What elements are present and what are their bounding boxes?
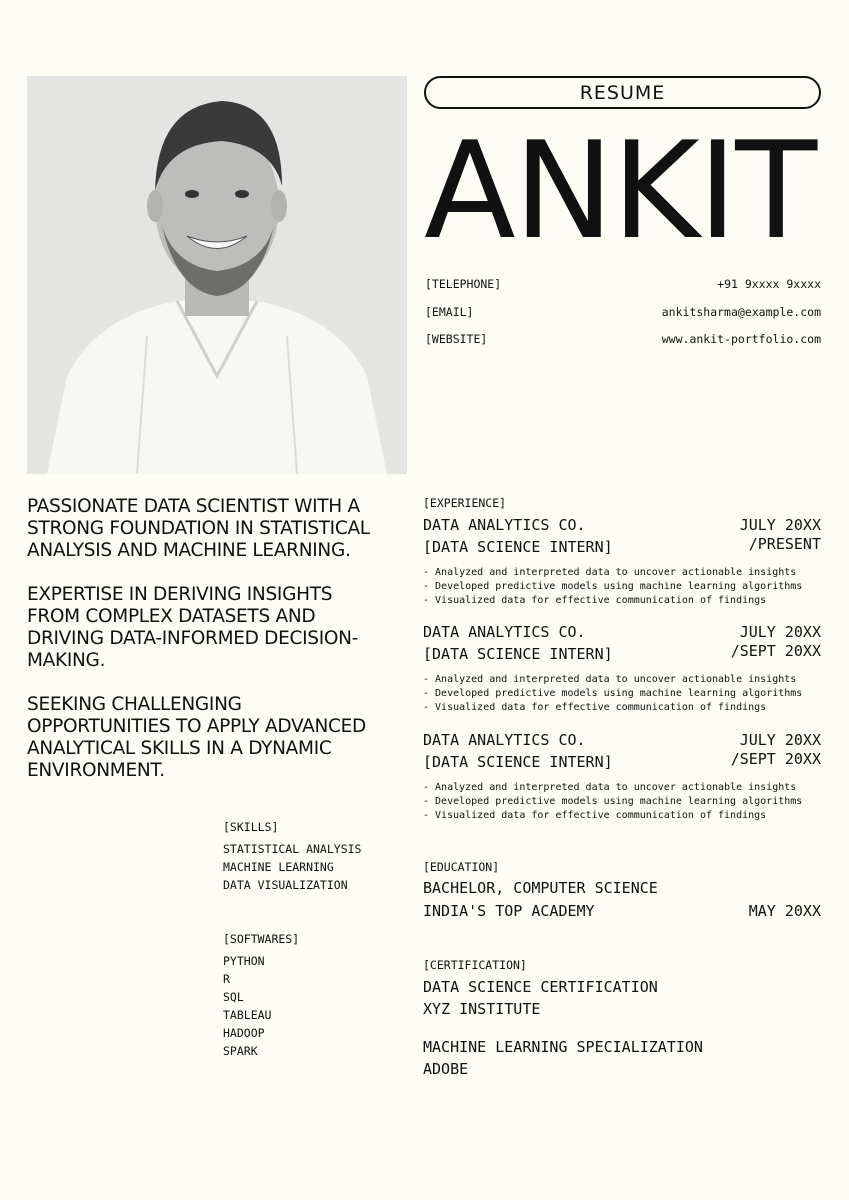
- certification-title: MACHINE LEARNING SPECIALIZATION: [423, 1038, 703, 1056]
- skills-list: [223, 840, 361, 894]
- job-date-start: JULY 20XX: [739, 623, 821, 641]
- contact-label: [WEBSITE]: [425, 332, 488, 346]
- job-bullet: - Visualized data for effective communication of findings: [423, 595, 767, 606]
- certification-issuer-row: [423, 998, 821, 1020]
- job-bullets: [423, 566, 821, 608]
- experience-entry: [423, 729, 821, 823]
- job-date-start: JULY 20XX: [739, 516, 821, 534]
- job-date-end: /SEPT 20XX: [730, 642, 821, 660]
- job-bullet: - Developed predictive models using machine learning algorithms: [423, 581, 803, 592]
- experience-entry: [423, 621, 821, 715]
- job-role: [DATA SCIENCE INTERN]: [423, 538, 613, 556]
- job-role: [DATA SCIENCE INTERN]: [423, 645, 613, 663]
- job-date-start: JULY 20XX: [739, 731, 821, 749]
- job-bullet: - Analyzed and interpreted data to uncover actionable insights: [423, 567, 797, 578]
- job-bullet: - Developed predictive models using machine learning algorithms: [423, 688, 803, 699]
- summary-paragraph: PASSIONATE DATA SCIENTIST WITH A STRONG FOUNDATION IN STATISTICAL ANALYSIS AND MACHINE LEARNING.: [27, 496, 370, 561]
- contact-label: [TELEPHONE]: [425, 277, 502, 291]
- job-company: DATA ANALYTICS CO.: [423, 516, 586, 534]
- contact-value: ankitsharma@example.com: [661, 305, 821, 319]
- software-item: SQL: [223, 990, 244, 1004]
- resume-label: RESUME: [424, 76, 821, 109]
- software-item: SPARK: [223, 1044, 258, 1058]
- contact-value: www.ankit-portfolio.com: [661, 332, 821, 346]
- education-date: MAY 20XX: [748, 902, 821, 920]
- candidate-name: ANKIT: [424, 113, 816, 269]
- job-bullet: - Visualized data for effective communication of findings: [423, 810, 767, 821]
- contact-email: [425, 305, 821, 319]
- software-item: R: [223, 972, 230, 986]
- summary: [27, 496, 387, 804]
- job-company: DATA ANALYTICS CO.: [423, 623, 586, 641]
- skill-item: DATA VISUALIZATION: [223, 878, 348, 892]
- skills-label: [SKILLS]: [223, 820, 279, 834]
- job-date-end: /PRESENT: [748, 535, 821, 553]
- certification-label: [CERTIFICATION]: [423, 958, 527, 972]
- certification-issuer: ADOBE: [423, 1060, 469, 1078]
- certification-title: DATA SCIENCE CERTIFICATION: [423, 978, 658, 996]
- contact-value: +91 9xxxx 9xxxx: [717, 277, 821, 291]
- education-label: [EDUCATION]: [423, 860, 500, 874]
- contact-label: [EMAIL]: [425, 305, 474, 319]
- job-bullet: - Analyzed and interpreted data to uncover actionable insights: [423, 782, 797, 793]
- education-school-row: [423, 900, 821, 922]
- job-bullets: [423, 781, 821, 823]
- software-item: TABLEAU: [223, 1008, 272, 1022]
- job-company: DATA ANALYTICS CO.: [423, 731, 586, 749]
- experience-label: [EXPERIENCE]: [423, 496, 507, 510]
- contact-website: [425, 332, 821, 346]
- softwares-label: [SOFTWARES]: [223, 932, 300, 946]
- skill-item: MACHINE LEARNING: [223, 860, 334, 874]
- job-bullet: - Visualized data for effective communication of findings: [423, 702, 767, 713]
- software-item: HADOOP: [223, 1026, 265, 1040]
- education-degree-row: [423, 877, 821, 899]
- contact-telephone: [425, 277, 821, 291]
- certification-name: [423, 976, 821, 998]
- education-degree: BACHELOR, COMPUTER SCIENCE: [423, 879, 658, 897]
- job-role: [DATA SCIENCE INTERN]: [423, 753, 613, 771]
- experience-entry: [423, 514, 821, 608]
- job-bullet: - Analyzed and interpreted data to uncover actionable insights: [423, 674, 797, 685]
- software-item: PYTHON: [223, 954, 265, 968]
- job-bullets: [423, 673, 821, 715]
- summary-paragraph: SEEKING CHALLENGING OPPORTUNITIES TO APPLY ADVANCED ANALYTICAL SKILLS IN A DYNAMIC ENVIRONMENT.: [27, 694, 366, 781]
- profile-photo: [27, 76, 407, 474]
- job-date-end: /SEPT 20XX: [730, 750, 821, 768]
- job-bullet: - Developed predictive models using machine learning algorithms: [423, 796, 803, 807]
- skill-item: STATISTICAL ANALYSIS: [223, 842, 362, 856]
- certification-issuer: XYZ INSTITUTE: [423, 1000, 541, 1018]
- certification-name: [423, 1036, 821, 1058]
- certification-issuer-row: [423, 1058, 821, 1080]
- softwares-list: [223, 952, 271, 1060]
- summary-paragraph: EXPERTISE IN DERIVING INSIGHTS FROM COMPLEX DATASETS AND DRIVING DATA-INFORMED DECISION-MAKING.: [27, 584, 359, 671]
- education-school: INDIA'S TOP ACADEMY: [423, 902, 595, 920]
